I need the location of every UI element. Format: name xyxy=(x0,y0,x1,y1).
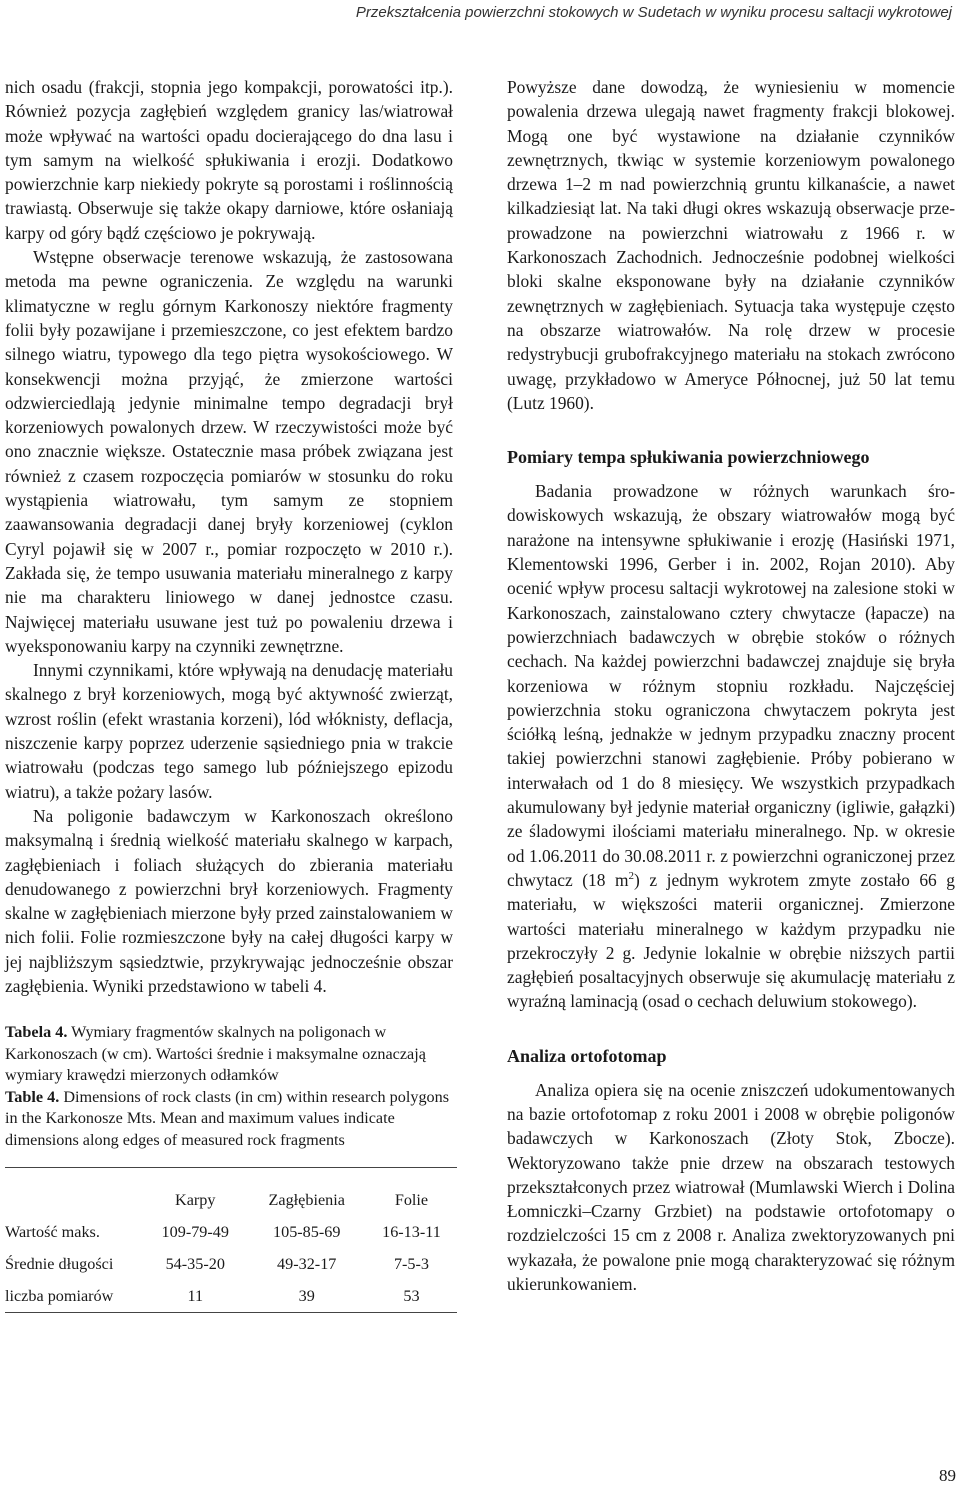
rock-clast-table xyxy=(5,1167,457,1313)
superscript: 2 xyxy=(628,870,634,883)
paragraph: Innymi czynnikami, które wpływają na denudację materiału skalnego z brył korzeniowych, mogą być aktywność zwierząt, wzrost roślin (efekt wrastania korzeni), lód włóknisty, deflacja, niszczenie karpy poprzez uderzenie sąsiedniego pnia w trakcie wiatrowału (podczas tego samego lub późniejszego epizodu wiatru), a także pożary lasów. xyxy=(5,660,453,802)
table-header-row xyxy=(5,1168,457,1217)
table-cell: 105-85-69 xyxy=(273,1223,341,1242)
caption-english xyxy=(5,1087,453,1152)
paragraph xyxy=(507,479,955,1014)
caption-label-en: Table 4. xyxy=(5,1087,60,1106)
table-header-cell: Folie xyxy=(394,1190,429,1209)
table-row xyxy=(5,1216,457,1248)
section-heading: Pomiary tempa spłukiwania powierzchniowego xyxy=(507,447,870,468)
paragraph-text: Badania prowadzone w różnych warunkach środowiskowych wskazują, że obszary wiatrowałów mogą być narażone na intensywne spłukiwanie i erozję (Hasiński 1971, Klementowski 1996, Gerber i in. 2002, Rojan 2010). Aby ocenić wpływ procesu saltacji wykrotowej na zalesione stoki w Karkonoszach, zainstalowano cztery chwytacze (łapacze) na powierzchniach badawczych w obrębie stoków o różnych cechach. Na każdej powierzchni badawczej znajduje się bryła korzeniowa w różnym stopniu rozkładu. Najczęściej powierzchnia stoku ograniczona chwytaczem pokryta jest ściółką leśną, jednakże w jednym przypadku znaczny procent takiej powierzchni stanowi zagłębienie. Próby pobierano w interwałach od 1 do 8 miesięcy. We wszystkich przypadkach akumulowany był jedynie materiał organiczny (igliwie, gałązki) ze śladowymi ilościami materiału mineralnego. Np. w okresie od 1.06.2011 do 30.08.2011 r. z powierzchni ograniczonej przez chwytacz (18 m xyxy=(507,481,955,890)
table-row xyxy=(5,1280,457,1313)
table-header-cell xyxy=(5,1168,143,1217)
table-cell: 16-13-11 xyxy=(382,1223,441,1242)
table-row xyxy=(5,1248,457,1280)
table-header-cell: Zagłębienia xyxy=(268,1190,345,1209)
paragraph-text: ) z jednym wykrotem zmyte zostało 66 g materiału, w większości materii organicznej. Zmierzone wartości materiału mineralnego w każdym przypadku nie przekroczyły 2 g. Jedynie lokalnie w obrębie niższych partii zagłębień posaltacyjnych obserwuje się akumulację materiału z wyraźną laminacją (osad o cechach deluwium stokowego). xyxy=(507,869,955,1012)
right-column xyxy=(507,75,955,1296)
row-header-cell: liczba pomiarów xyxy=(5,1287,114,1306)
section-heading: Analiza ortofotomap xyxy=(507,1045,667,1066)
left-column xyxy=(5,75,453,1313)
paragraph: nich osadu (frakcji, stopnia jego kompakcji, porowatości itp.). Również pozycja zagłębień względem granicy las/wiatrował może wpływać na wartości opadu docierającego do dna lasu i tym samym na wielkość spłukiwania i erozji. Dodatkowo powierzchnie karp niekiedy pokryte są porostami i roślinnością trawiastą. Obserwuje się także okapy darniowe, które osłaniają karpy od góry bądź częściowo je pokrywają. xyxy=(5,77,453,243)
paragraph: Analiza opiera się na ocenie zniszczeń udokumentowanych na bazie ortofotomap z roku 2001 i 2008 w obrębie poligonów badawczych w Karkonoszach (Złoty Stok, Zbocze). Wektoryzowano także pnie drzew na obszarach testowych przekształconych przez wiatrował (Mumlawski Wierch i Dolina Łomniczki–Czarny Grzbiet) na podstawie ortofotomapy o rozdzielczości 15 cm z 2008 r. Analiza zwektoryzowanych pni wykazała, że powalone pnie mogą charakteryzować się różnym ukierunkowaniem. xyxy=(507,1079,955,1295)
paragraph: Wstępne obserwacje terenowe wskazują, że zastosowana metoda ma pewne ograniczenia. Ze względu na warunki klimatyczne w reglu górnym Karkonoszy niektóre fragmenty folii były pozawijane i przemieszczone, co jest efektem bardzo silnego wiatru, typowego dla tego piętra wysokościowego. W konsekwencji można przyjąć, że zmierzone wartości odzwierciedlają jedynie minimalne tempo degradacji brył korzeniowych powalonych drzew. W rzeczywistości może być ono znacznie większe. Ostatecznie masa próbek związana jest również z czasem rozpoczęcia pomiarów w stosunku do roku wystąpienia wiatrowału, tym samym ze stopniem zaawansowania degradacji danej bryły korzeniowej (cyklon Cyryl pojawił się w 2007 r., pomiar rozpoczęto w 2010 r.). Zakłada się, że tempo usuwania materiału mineralnego z karpy nie ma charakteru liniowego w danej jednostce czasu. Najwięcej materiału usuwane jest tuż po powaleniu drzewa i wyeksponowaniu karpy na czynniki zewnętrzne. xyxy=(5,247,453,656)
running-header: Przekształcenia powierzchni stokowych w Sudetach w wyniku procesu saltacji wykrotowej xyxy=(355,4,952,21)
caption-text-en: Dimensions of rock clasts (in cm) within research polygons in the Karkonosze Mts. Mean and maximum values indicate dimensions along edges of measured rock fragments xyxy=(5,1087,450,1149)
row-header-cell: Wartość maks. xyxy=(5,1223,100,1242)
table-cell: 49-32-17 xyxy=(277,1255,337,1274)
caption-polish xyxy=(5,1022,453,1087)
caption-text-pl: Wymiary fragmentów skalnych na poligonach w Karkonoszach (w cm). Wartości średnie i maksymalne oznaczają wymiary krawędzi mierzonych odłamków xyxy=(5,1023,426,1085)
paragraph: Powyższe dane dowodzą, że wyniesieniu w momencie powalenia drzewa ulegają nawet fragmenty frakcji blokowej. Mogą one być wystawione na działanie czynników zewnętrznych, tkwiąc w systemie korzeniowym powalonego drzewa 1–2 m nad powierzchnią gruntu kilkanaście, a nawet kilkadziesiąt lat. Na taki długi okres wskazują obserwacje przeprowadzone na powierzchni wiatrowału z 1966 r. w Karkonoszach Zachodnich. Jednocześnie podobnej wielkości bloki skalne eksponowane były na działanie czynników zewnętrznych w zagłębieniach. Sytuacja taka występuje często na obszarze wiatrowałów. Na rolę drzew w procesie redystrybucji grubofrakcyjnego materiału na stokach zwrócono uwagę, przykładowo w Ameryce Północnej, już 50 lat temu (Lutz 1960). xyxy=(507,77,955,413)
row-header-cell: Średnie długości xyxy=(5,1255,114,1274)
table-cell: 7-5-3 xyxy=(393,1255,429,1274)
caption-label-pl: Tabela 4. xyxy=(5,1023,68,1042)
paragraph: Na poligonie badawczym w Karkonoszach określono maksymalną i średnią wielkość materiału skalnego w karpach, zagłębieniach i foliach służących do zbierania materiału denudowanego z powierzchni brył korzeniowych. Fragmenty skalne w zagłębieniach mierzone były przed zainstalowaniem w nich folii. Folie rozmieszczone były na całej długości karpy w jej najbliższym sąsiedztwie, przykrywając jednocześnie obszar zagłębienia. Wyniki przedstawiono w tabeli 4. xyxy=(5,805,453,996)
table-cell: 109-79-49 xyxy=(161,1223,229,1242)
table-caption xyxy=(5,1022,453,1151)
table-cell: 11 xyxy=(187,1287,204,1306)
table-cell: 39 xyxy=(298,1287,315,1306)
table-header-cell: Karpy xyxy=(175,1190,216,1209)
table-cell: 53 xyxy=(403,1287,420,1306)
table-cell: 54-35-20 xyxy=(165,1255,225,1274)
page-number: 89 xyxy=(939,1466,956,1485)
